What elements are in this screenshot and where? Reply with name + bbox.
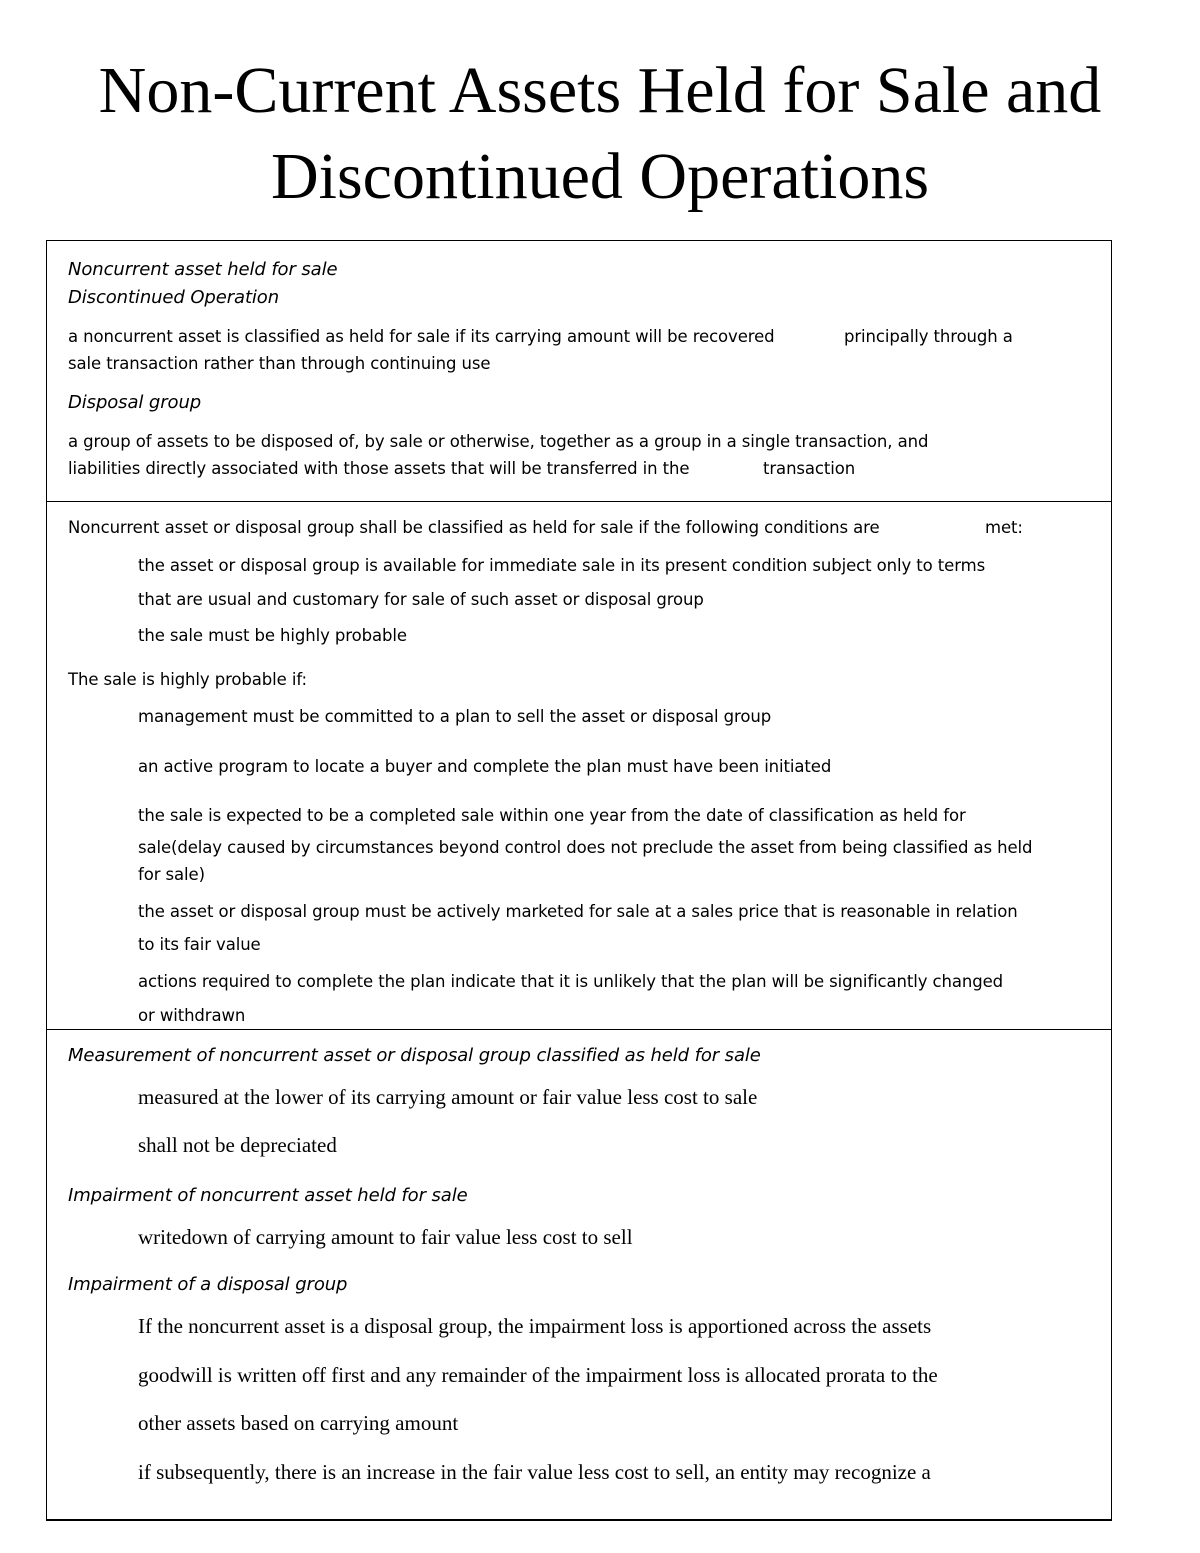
probable-criterion-5-line-1: actions required to complete the plan indicate that it is unlikely that the plan will be significantly changed: [138, 972, 1004, 991]
definition-held-for-sale-line-2: sale transaction rather than through continuing use: [68, 354, 491, 373]
heading-discontinued-operation: Discontinued Operation: [68, 287, 280, 308]
definition-disposal-group-line-1: a group of assets to be disposed of, by sale or otherwise, together as a group in a single transaction, and: [68, 432, 929, 451]
title-line-2: Discontinued Operations: [270, 140, 930, 213]
probable-criterion-1: management must be committed to a plan to sell the asset or disposal group: [138, 707, 772, 726]
definition-disposal-group-line-2b: transaction: [763, 459, 856, 478]
probable-criterion-3-line-3: for sale): [138, 865, 205, 884]
measurement-point-1: measured at the lower of its carrying amount or fair value less cost to sale: [138, 1085, 758, 1109]
definition-held-for-sale-line-1b: principally through a: [844, 327, 1013, 346]
measurement-point-2: shall not be depreciated: [138, 1133, 337, 1157]
condition-1-line-1: the asset or disposal group is available for immediate sale in its present condition subject only to terms: [138, 556, 986, 575]
highly-probable-intro: The sale is highly probable if:: [68, 670, 307, 689]
heading-disposal-group: Disposal group: [68, 392, 202, 413]
conditions-intro: Noncurrent asset or disposal group shall be classified as held for sale if the following conditions are: [68, 518, 880, 537]
probable-criterion-5-line-2: or withdrawn: [138, 1006, 246, 1025]
title-line-1: Non-Current Assets Held for Sale and: [98, 54, 1102, 127]
probable-criterion-3-line-1: the sale is expected to be a completed sale within one year from the date of classification as held for: [138, 806, 966, 825]
heading-measurement: Measurement of noncurrent asset or disposal group classified as held for sale: [68, 1045, 761, 1066]
condition-1-line-2: that are usual and customary for sale of such asset or disposal group: [138, 590, 704, 609]
definition-held-for-sale-line-1: a noncurrent asset is classified as held for sale if its carrying amount will be recovered: [68, 327, 775, 346]
probable-criterion-2: an active program to locate a buyer and complete the plan must have been initiated: [138, 757, 832, 776]
definition-disposal-group-line-2: liabilities directly associated with those assets that will be transferred in the: [68, 459, 690, 478]
condition-2: the sale must be highly probable: [138, 626, 407, 645]
probable-criterion-4-line-2: to its fair value: [138, 935, 261, 954]
heading-noncurrent-asset-held-for-sale: Noncurrent asset held for sale: [68, 259, 338, 280]
disposal-group-point-1: If the noncurrent asset is a disposal group, the impairment loss is apportioned across the assets: [138, 1314, 932, 1338]
disposal-group-point-3: other assets based on carrying amount: [138, 1411, 459, 1435]
heading-impairment-disposal-group: Impairment of a disposal group: [68, 1274, 348, 1295]
bottom-rule: [46, 1519, 1112, 1520]
probable-criterion-4-line-1: the asset or disposal group must be actively marketed for sale at a sales price that is reasonable in relation: [138, 902, 1018, 921]
heading-impairment-noncurrent-asset: Impairment of noncurrent asset held for sale: [68, 1185, 468, 1206]
disposal-group-point-4: if subsequently, there is an increase in the fair value less cost to sell, an entity may recognize a: [138, 1460, 931, 1484]
document-title: [0, 48, 1200, 220]
impairment-point-1: writedown of carrying amount to fair value less cost to sell: [138, 1225, 633, 1249]
probable-criterion-3-line-2: sale(delay caused by circumstances beyond control does not preclude the asset from being classified as held: [138, 838, 1033, 857]
conditions-intro-met: met:: [985, 518, 1023, 537]
disposal-group-point-2: goodwill is written off first and any remainder of the impairment loss is allocated prorata to the: [138, 1363, 938, 1387]
